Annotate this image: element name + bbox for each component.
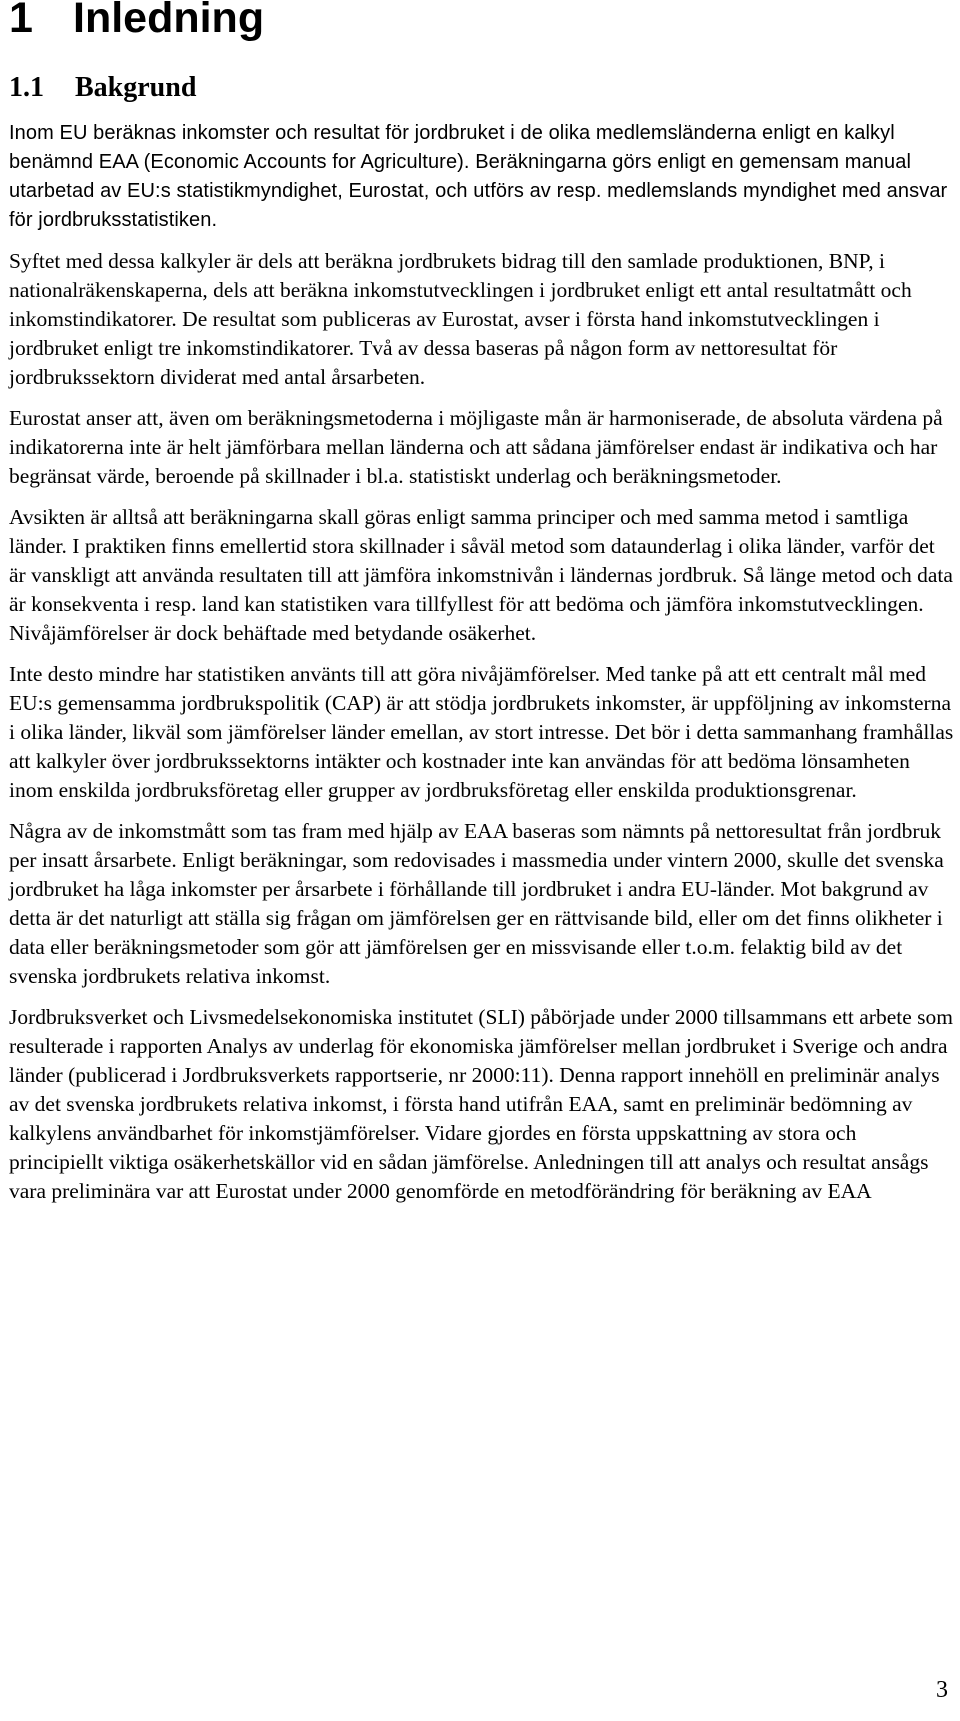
paragraph-purpose: Syftet med dessa kalkyler är dels att beräkna jordbrukets bidrag till den samlade produktionen, BNP, i nationalräkenskaperna, dels att beräkna inkomstutvecklingen i jordbruket enligt ett antal resultatmått och inkomstindikatorer. De resultat som publiceras av Eurostat, avser i första hand inkomstutvecklingen i jordbruket enligt tre inkomstindikatorer. Två av dessa baseras på någon form av nettoresultat för jordbrukssektorn dividerat med antal årsarbeten. [9,249,912,389]
chapter-title: Inledning [73,0,265,42]
document-page [9,0,954,1206]
paragraph-eurostat-view: Eurostat anser att, även om beräkningsmetoderna i möjligaste mån är harmoniserade, de absoluta värdena på indikatorerna inte är helt jämförbara mellan länderna och att sådana jämförelser endast är indikativa och har begränsat värde, beroende på skillnader i bl.a. statistiskt underlag och beräkningsmetoder. [9,406,943,488]
paragraph-joint-work: Jordbruksverket och Livsmedelsekonomiska institutet (SLI) påbörjade under 2000 tillsammans ett arbete som resulterade i rapporten Analys av underlag för ekonomiska jämförelser mellan jordbruket i Sverige och andra länder (publicerad i Jordbruksverkets rapportserie, nr 2000:11). Denna rapport innehöll en preliminär analys av det svenska jordbrukets relativa inkomst, i första hand utifrån EAA, samt en preliminär bedömning av kalkylens användbarhet för inkomstjämförelser. Vidare gjordes en första uppskattning av stora och principiellt viktiga osäkerhetskällor vid en sådan jämförelse. Anledningen till att analys och resultat ansågs vara preliminära var att Eurostat under 2000 genomförde en metodförändring för beräkning av EAA [9,1005,953,1203]
chapter-heading [9,0,954,42]
paragraph-intention: Avsikten är alltså att beräkningarna skall göras enligt samma principer och med samma metod i samtliga länder. I praktiken finns emellertid stora skillnader i såväl metod som dataunderlag i olika länder, varför det är vanskligt att använda resultaten till att jämföra inkomstnivån i ländernas jordbruk. Så länge metod och data är konsekventa i resp. land kan statistiken vara tillfyllest för att bedöma och jämföra inkomstutvecklingen. Nivåjämförelser är dock behäftade med betydande osäkerhet. [9,505,953,645]
chapter-number: 1 [9,0,33,42]
page-number: 3 [936,1677,948,1703]
paragraph-eaa-intro: Inom EU beräknas inkomster och resultat för jordbruket i de olika medlemsländerna enligt en kalkyl benämnd EAA (Economic Accounts for Agriculture). Beräkningarna görs enligt en gemensam manual utarbetad av EU:s statistikmyndighet, Eurostat, och utförs av resp. medlemslands myndighet med ansvar för jordbruksstatistiken. [9,122,948,231]
paragraph-level-comparisons: Inte desto mindre har statistiken använts till att göra nivåjämförelser. Med tanke på att ett centralt mål med EU:s gemensamma jordbrukspolitik (CAP) är att stödja jordbrukets inkomster, är uppföljning av inkomsterna i olika länder, likväl som jämförelser länder emellan, av stort intresse. Det bör i detta sammanhang framhållas att kalkyler över jordbrukssektorns intäkter och kostnader inte kan användas för att bedöma lönsamheten inom enskilda jordbruksföretag eller grupper av jordbruksföretag eller enskilda produktionsgrenar. [9,662,954,802]
paragraph-income-measures: Några av de inkomstmått som tas fram med hjälp av EAA baseras som nämnts på nettoresultat från jordbruk per insatt årsarbete. Enligt beräkningar, som redovisades i massmedia under vintern 2000, skulle det svenska jordbruket ha låga inkomster per årsarbete i förhållande till jordbruket i andra EU-länder. Mot bakgrund av detta är det naturligt att ställa sig frågan om jämförelsen ger en rättvisande bild, eller om det finns olikheter i data eller beräkningsmetoder som gör att jämförelsen ger en missvisande eller t.o.m. felaktig bild av det svenska jordbrukets relativa inkomst. [9,819,944,988]
section-heading [9,72,954,104]
section-title: Bakgrund [75,72,197,103]
section-number: 1.1 [9,72,44,103]
